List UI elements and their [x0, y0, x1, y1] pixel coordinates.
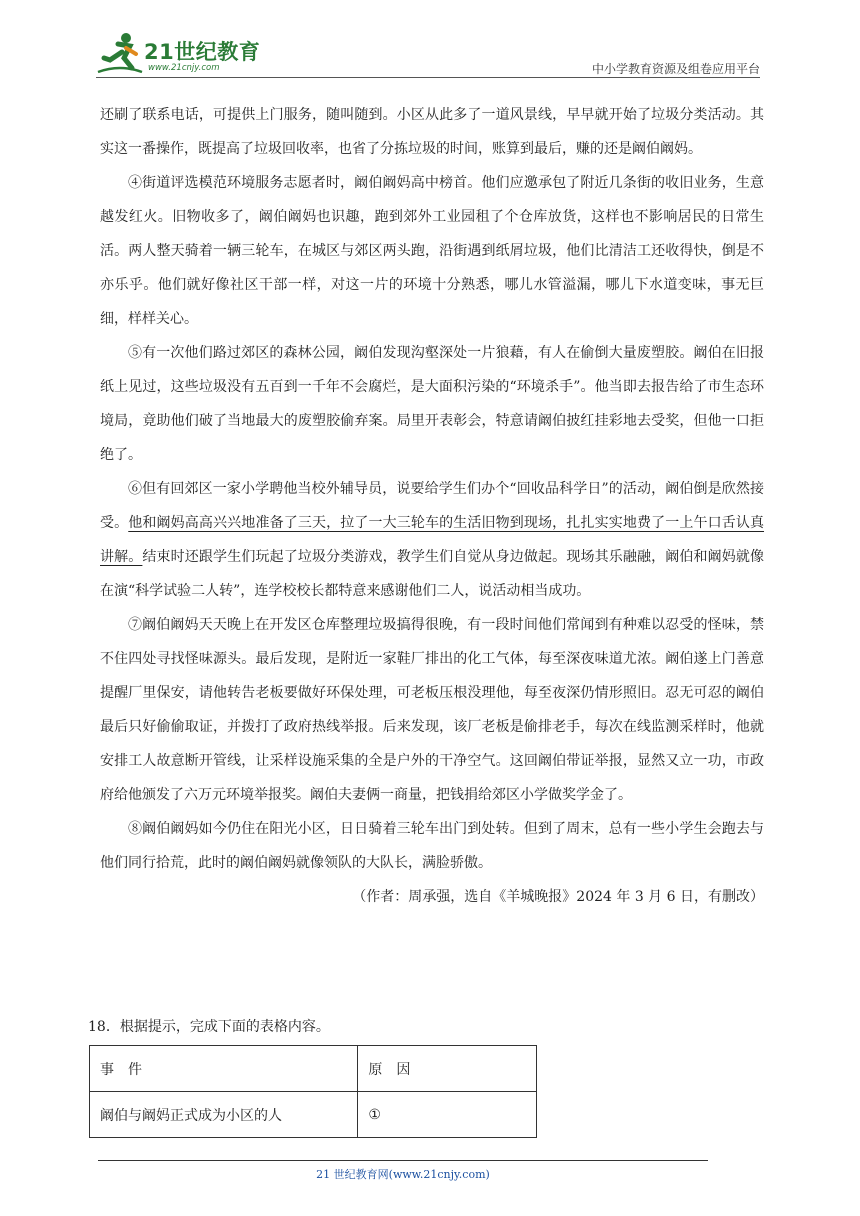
logo-text: 21世纪教育 — [144, 40, 261, 64]
paragraph-6-start: ⑥但有回郊区一家小学聘他当校外辅导员，说要给学生们办个“回收品科学日”的活动，阚伯倒是欣然接受。 — [100, 481, 764, 531]
logo-subtext: www.21cnjy.com — [148, 63, 220, 73]
site-logo[interactable] — [96, 30, 266, 80]
runner-logo-icon — [96, 30, 144, 76]
paragraph-6 — [100, 472, 764, 608]
table-row — [90, 1092, 537, 1138]
paragraph-6-end: 结束时还跟学生们玩起了垃圾分类游戏，教学生们自觉从身边做起。现场其乐融融，阚伯和阚妈就像在演“科学试验二人转”，连学校校长都特意来感谢他们二人，说活动相当成功。 — [100, 549, 765, 599]
paragraph-7: ⑦阚伯阚妈天天晚上在开发区仓库整理垃圾搞得很晚，有一段时间他们常闻到有种难以忍受的怪味，禁不住四处寻找怪味源头。最后发现，是附近一家鞋厂排出的化工气体，每至深夜味道尤浓。阚伯遂上门善意提醒厂里保安，请他转告老板要做好环保处理，可老板压根没理他，每至夜深仍情形照旧。忍无可忍的阚伯最后只好偷偷取证，并拨打了政府热线举报。后来发现，该厂老板是偷排老手，每次在线监测采样时，他就安排工人故意断开管线，让采样设施采集的全是户外的干净空气。这回阚伯带证举报，显然又立一功，市政府给他颁发了六万元环境举报奖。阚伯夫妻俩一商量，把钱捐给郊区小学做奖学金了。 — [100, 617, 764, 803]
paragraph-4: ④街道评选模范环境服务志愿者时，阚伯阚妈高中榜首。他们应邀承包了附近几条街的收旧业务，生意越发红火。旧物收多了，阚伯阚妈也识趣，跑到郊外工业园租了个仓库放货，这样也不影响居民的日常生活。两人整天骑着一辆三轮车，在城区与郊区两头跑，沿街遇到纸屑垃圾，他们比清洁工还收得快，倒是不亦乐乎。他们就好像社区干部一样，对这一片的环境十分熟悉，哪儿水管溢漏，哪儿下水道变味，事无巨细，样样关心。 — [100, 175, 764, 327]
article-body — [100, 98, 764, 914]
table-header-reason: 原 因 — [358, 1046, 537, 1092]
footer-divider — [98, 1160, 708, 1161]
paragraph-5: ⑤有一次他们路过郊区的森林公园，阚伯发现沟壑深处一片狼藉，有人在偷倒大量废塑胶。阚伯在旧报纸上见过，这些垃圾没有五百到一千年不会腐烂，是大面积污染的“环境杀手”。他当即去报告给了市生态环境局，竟助他们破了当地最大的废塑胶偷弃案。局里开表彰会，特意请阚伯披红挂彩地去受奖，但他一口拒绝了。 — [100, 345, 764, 463]
page-header — [96, 30, 760, 80]
question-18: 18．根据提示，完成下面的表格内容。 — [88, 1019, 330, 1035]
article-source: （作者：周承强，选自《羊城晚报》2024 年 3 月 6 日，有删改） — [352, 889, 764, 905]
table-cell-answer[interactable]: ① — [358, 1092, 537, 1138]
table-header-event: 事 件 — [90, 1046, 358, 1092]
header-divider — [96, 77, 760, 78]
table-header-row — [90, 1046, 537, 1092]
underlined-sentence: 他和阚妈高高兴兴地准备了三天，拉了一大三轮车的生活旧物到现场，扎扎实实地费了一上午口舌认真讲解。 — [100, 515, 765, 565]
paragraph-8: ⑧阚伯阚妈如今仍住在阳光小区，日日骑着三轮车出门到处转。但到了周末，总有一些小学生会跑去与他们同行拾荒，此时的阚伯阚妈就像领队的大队长，满脸骄傲。 — [100, 821, 764, 871]
platform-name: 中小学教育资源及组卷应用平台 — [591, 62, 760, 76]
footer-link[interactable]: 21 世纪教育网(www.21cnjy.com) — [316, 1168, 490, 1181]
table-cell-event: 阚伯与阚妈正式成为小区的人 — [90, 1092, 358, 1138]
answer-table — [89, 1045, 537, 1138]
paragraph-3-continued: 还刷了联系电话，可提供上门服务，随叫随到。小区从此多了一道风景线，早早就开始了垃圾分类活动。其实这一番操作，既提高了垃圾回收率，也省了分拣垃圾的时间，账算到最后，赚的还是阚伯阚妈。 — [100, 107, 764, 157]
